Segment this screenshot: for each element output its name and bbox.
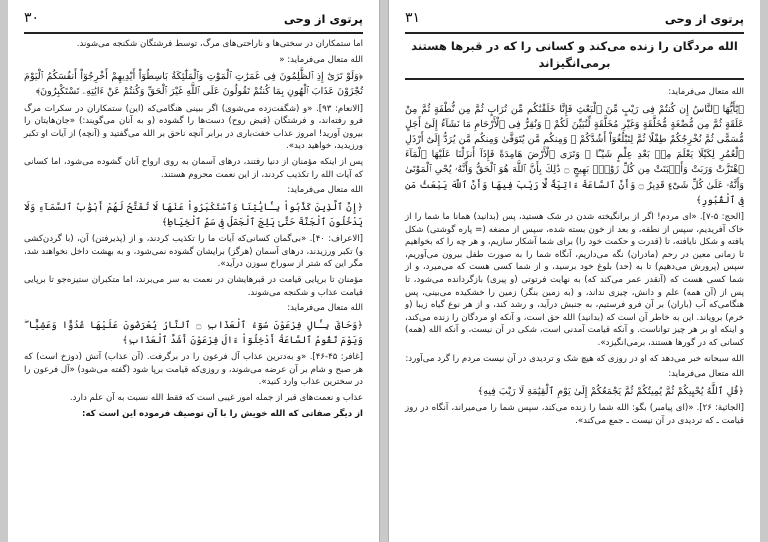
quran-verse: ﴿وَلَوْ تَرَىٰٓ إِذِ ٱلظَّٰلِمُونَ فِى غَمَرَٰتِ ٱلْمَوْتِ وَٱلْمَلَٰٓئِكَةُ بَاسِطُوٓاْ أَيْدِيهِمْ أَخْرِجُوٓاْ أَنفُسَكُمُ ٱلْيَوْمَ تُجْزَوْنَ عَذَابَ ٱلْهُونِ بِمَا كُنتُمْ تَقُولُونَ عَلَى ٱللَّهِ غَيْرَ ٱلْحَقِّ وَكُنتُمْ عَنْ ءَايَٰتِهِۦ تَسْتَكْبِرُونَ﴾ [24,71,363,98]
paragraph: الله متعال می‌فرماید: « [279,54,363,65]
quran-verse: ﴿إِنَّ ٱلَّذِينَ كَذَّبُواْ بِـَٔايَٰتِنَا وَٱسْتَكْبَرُواْ عَنْهَا لَا تُفَتَّحُ لَهُمْ أَبْوَٰبُ ٱلسَّمَآءِ وَلَا يَدْخُلُونَ ٱلْجَنَّةَ حَتَّىٰ يَلِجَ ٱلْجَمَلُ فِى سَمِّ ٱلْخِيَاطِ﴾ [24,201,363,228]
paragraph: الله متعال می‌فرماید: [287,303,363,314]
page-header [405,10,744,34]
paragraph: از دیگر صفاتی که الله خویش را با آن توصیف فرموده این است که: [82,408,363,419]
quran-verse: ﴿يَٰٓأَيُّهَا ٱلنَّاسُ إِن كُنتُمْ فِى رَيْبٍ مِّنَ ٱلْبَعْثِ فَإِنَّا خَلَقْنَٰكُم مِّن تُرَابٍ ثُمَّ مِن نُّطْفَةٍ ثُمَّ مِنْ عَلَقَةٍ ثُمَّ مِن مُّضْغَةٍ مُّخَلَّقَةٍ وَغَيْرِ مُخَلَّقَةٍ لِّنُبَيِّنَ لَكُمْ ۚ وَنُقِرُّ فِى ٱلْأَرْحَامِ مَا نَشَآءُ إِلَىٰٓ أَجَلٍ مُّسَمًّى ثُمَّ نُخْرِجُكُمْ طِفْلًا ثُمَّ لِتَبْلُغُوٓاْ أَشُدَّكُمْ ۖ وَمِنكُم مَّن يُتَوَفَّىٰ وَمِنكُم مَّن يُرَدُّ إِلَىٰٓ أَرْذَلِ ٱلْعُمُرِ لِكَيْلَا يَعْلَمَ مِنۢ بَعْدِ عِلْمٍ شَيْـًٔا ۚ وَتَرَى ٱلْأَرْضَ هَامِدَةً فَإِذَآ أَنزَلْنَا عَلَيْهَا ٱلْمَآءَ ٱهْتَزَّتْ وَرَبَتْ وَأَنۢبَتَتْ مِن كُلِّ زَوْجٍۭ بَهِيجٍ ۝ ذَٰلِكَ بِأَنَّ ٱللَّهَ هُوَ ٱلْحَقُّ وَأَنَّهُۥ يُحْىِ ٱلْمَوْتَىٰ وَأَنَّهُۥ عَلَىٰ كُلِّ شَىْءٍ قَدِيرٌ ۝ وَأَنَّ ٱلسَّاعَةَ ءَاتِيَةٌ لَّا رَيْبَ فِيهَا وَأَنَّ ٱللَّهَ يَبْعَثُ مَن فِى ٱلْقُبُورِ﴾ [405,103,744,206]
paragraph: [الانعام: ۹۳]. «و (شگفت‌زده می‌شوی) اگر ببینی هنگامی‌که (این) ستمکاران در سکرات مرگ فرو رفته‌اند، و فرشتگان (قبض روح) دست‌ها را گشوده (و به آنان می‌گویند:) «جان‌هایتان را بیرون آورید! امروز عذاب خفت‌باری در برابر آنچه ناحق بر الله می‌گفتید و (آنچه) از آیات او تکبر ورزیدید، خواهید دید». [24,103,363,152]
page-body [405,38,744,430]
paragraph: پس از اینکه مؤمنان از دنیا رفتند، درهای آسمان به روی ارواح آنان گشوده می‌شود، اما کسانی که آیات الله را تکذیب کردند، از این نعمت محروم هستند. [24,156,363,180]
running-title: پرتوی از وحی [664,12,744,26]
paragraph: اما ستمکاران در سختی‌ها و ناراحتی‌های مرگ، توسط فرشتگان شکنجه می‌شوند. [76,39,363,49]
paragraph: الله سبحانه خبر می‌دهد که او در روزی که هیچ شک و تردیدی در آن نیست مردم را گرد می‌آورد: [405,353,744,364]
right-page [388,0,760,542]
page-number: ۳۱ [405,10,421,26]
paragraph: الله متعال می‌فرماید: [668,87,744,97]
left-page [8,0,380,542]
paragraph: مؤمنان تا برپایی قیامت در قبرهایشان در نعمت به سر می‌برند، اما متکبران ستیزه‌جو تا برپایی قیامت عذاب و شکنجه می‌شوند. [24,274,363,298]
paragraph: الله متعال می‌فرماید: [668,369,744,380]
quran-verse: ﴿قُلِ ٱللَّهُ يُحْيِيكُمْ ثُمَّ يُمِيتُكُمْ ثُمَّ يَجْمَعُكُمْ إِلَىٰ يَوْمِ ٱلْقِيَٰمَةِ لَا رَيْبَ فِيهِ﴾ [477,385,744,397]
page-number: ۳۰ [24,10,40,26]
section-heading: الله مردگان را زنده می‌کند و کسانی را که در قبرها هستند برمی‌انگیزاند [411,39,738,70]
quran-verse: ﴿وَحَاقَ بِـَٔالِ فِرْعَوْنَ سُوٓءُ ٱلْعَذَابِ ۝ ٱلنَّارُ يُعْرَضُونَ عَلَيْهَا غُدُوًّا وَعَشِيًّا ۖ وَيَوْمَ تَقُومُ ٱلسَّاعَةُ أَدْخِلُوٓاْ ءَالَ فِرْعَوْنَ أَشَدَّ ٱلْعَذَابِ﴾ [24,319,363,346]
paragraph: [الحج: ۵-۷]. «ای مردم! اگر از برانگیخته شدن در شک هستید، پس (بدانید) همانا ما شما را از خاک آفریدیم، سپس از نطفه، و بعد از خون بسته شده، سپس از مضغه (= پاره گوشتی) شکل یافته و شکل نایافته، تا (قدرت و حکمت خود را) برای شما آشکار سازیم، و هر چه را که بخواهیم تا زمانی معین در رحم (مادران) نگه می‌داریم، آنگاه شما را به صورت طفل بیرون می‌آوریم، سپس (پرورش می‌دهیم) تا به (حد) بلوغ خود برسید، و از شما کسی هست که می‌میرد، و از شما کسی هست که (آنقدر عمر می‌کند که) به نهایت فرتوتی (و پیری) بازگردانده می‌شود، تا پس از (آن همه) علم و دانش، چیزی نداند، و (به زمین بنگر) زمین را خشکیده می‌بینی، پس هنگامی‌که آب (باران) بر آن فرو فرستیم، به جنبش درآید، و رشد کند، و از هر نوع گیاه زیبا (و خرم) برویاند. این به خاطر آن است که (بدانید) الله حق است، و آنکه او مردگان را زنده می‌کند، و اینکه او بر هر چیز تواناست. و آنکه قیامت آمدنی است، شکی در آن نیست، و آنکه الله (همه) کسانی که در گورها هستند، برمی‌انگیزد». [405,212,744,348]
heading-divider [405,78,744,80]
page-body [24,38,363,423]
paragraph: عذاب و نعمت‌های قبر از جمله امور غیبی است که فقط الله نسبت به آن علم دارد. [69,392,363,403]
paragraph: [الاعراف: ۴۰]. «بی‌گمان کسانی‌که آیات ما را تکذیب کردند، و از (پذیرفتن) آن، (با گردن‌کشی و) تکبر ورزیدند، درهای آسمان (هرگز) برایشان گشوده نمی‌شود، و به بهشت داخل نخواهند شد، مگر این که شتر از سوراخ سوزن درآید». [24,234,363,270]
paragraph: [الجاثیة: ۲۶]. «(ای پیامبر) بگو: الله شما را زنده می‌کند، سپس شما را می‌میراند، آنگاه در روز قیامت ـ که تردیدی در آن نیست ـ جمع می‌کند». [405,402,744,426]
paragraph: الله متعال می‌فرماید: [287,185,363,196]
paragraph: [غافر: ۴۵-۴۶]. «و به‌دترین عذاب آل فرعون را در برگرفت. (آن عذاب) آتش (دوزخ است) که هر صبح و شام بر آن عرضه می‌شوند، و روزی‌که قیامت برپا شود (گفته می‌شود) «آل فرعون را در سخترین عذاب وارد کنید». [24,352,363,388]
page-header [24,10,363,34]
running-title: پرتوی از وحی [283,12,363,26]
